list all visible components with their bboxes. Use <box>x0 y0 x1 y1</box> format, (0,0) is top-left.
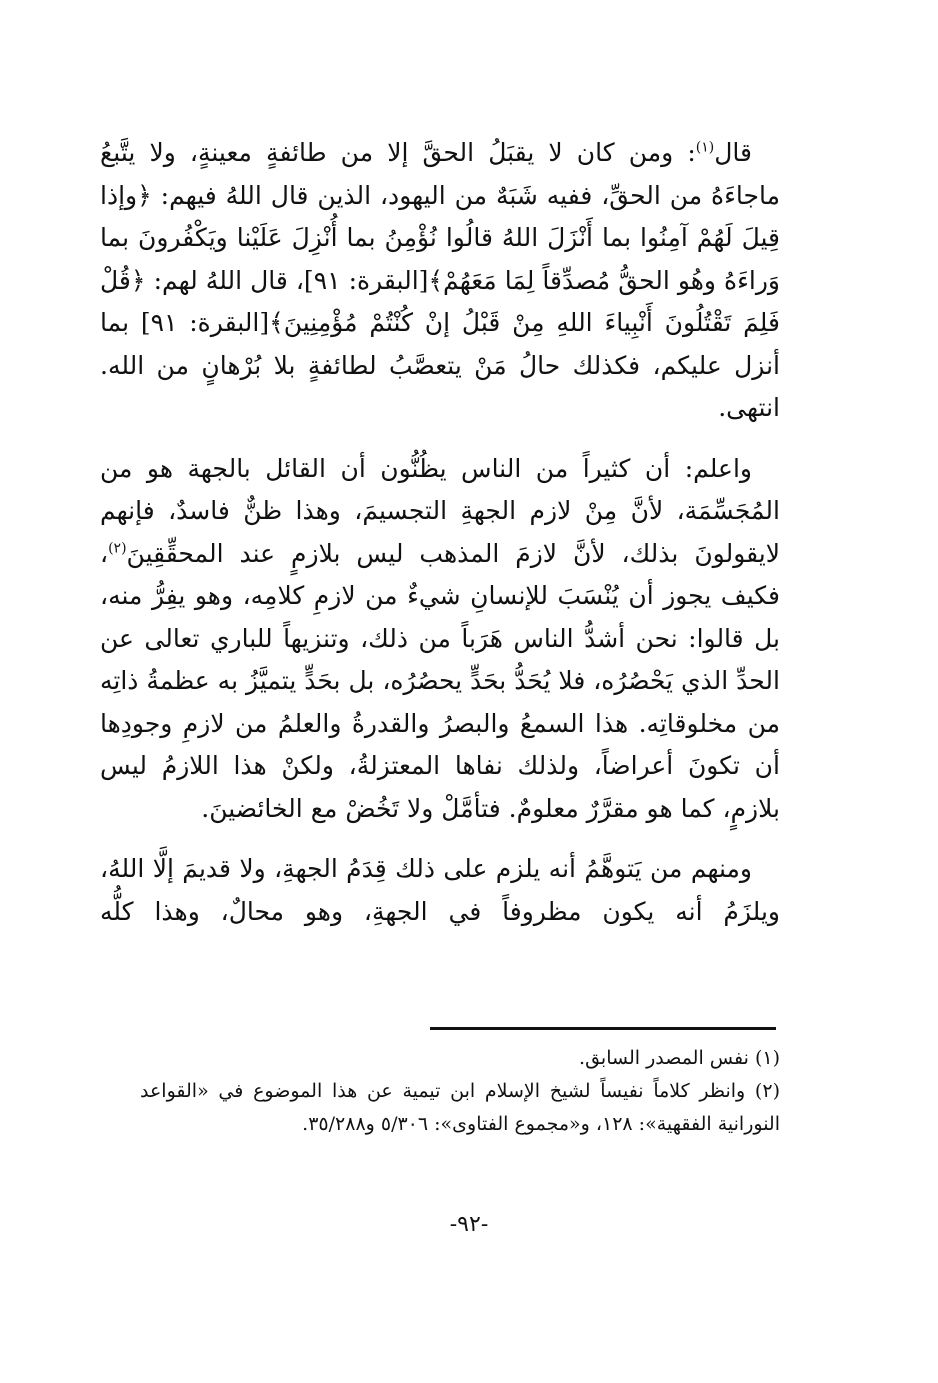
paragraph-2-text: ، فكيف يجوز أن يُنْسَبَ للإنسانِ شيءٌ من لازمِ كلامِه، وهو يفِرُّ منه، بل قالوا: نحن أشدُّ الناس هَرَباً من ذلك، وتنزيهاً للباري تعالى عن الحدِّ الذي يَحْصُرُه، فلا يُحَدُّ بحَدٍّ يحصُرُه، بل بحَدٍّ يتميَّزُ به عظمةُ ذاتِه من مخلوقاتِه. هذا السمعُ والبصرُ والقدرةُ والعلمُ من لازمِ وجودِها أن تكونَ أعراضاً، ولذلك نفاها المعتزلةُ، ولكنْ هذا اللازمُ ليس بلازمٍ، كما هو مقرَّرٌ معلومٌ. فتأمَّلْ ولا تَخُضْ مع الخائضينَ. <box>100 538 780 823</box>
footnote-1: (١) نفس المصدر السابق. <box>579 1047 780 1069</box>
footnote-2: (٢) وانظر كلاماً نفيساً لشيخ الإسلام ابن تيمية عن هذا الموضوع في «القواعد النورانية الفقهية»: ١٢٨، و«مجموع الفتاوى»: ٥/٣٠٦ و٣٥/٢٨٨. <box>140 1080 780 1135</box>
footnotes <box>140 1042 780 1141</box>
paragraph-1-lead: قال <box>714 138 752 167</box>
main-text <box>100 132 780 951</box>
paragraph-3-text: ومنهم من يَتوهَّمُ أنه يلزم على ذلك قِدَمُ الجهةِ، ولا قديمَ إلَّا اللهُ، ويلزَمُ أنه يكون مظروفاً في الجهةِ، وهو محالٌ، وهذا كلُّه <box>100 854 780 926</box>
footnote-ref-1: (١) <box>695 139 715 156</box>
footnote-divider <box>430 1027 776 1030</box>
paragraph-3 <box>100 848 780 933</box>
page-number: -٩٢- <box>449 1212 489 1237</box>
paragraph-2 <box>100 448 780 831</box>
paragraph-1-text: : ومن كان لا يقبَلُ الحقَّ إلا من طائفةٍ معينةٍ، ولا يتَّبعُ ماجاءَهُ من الحقِّ، ففيه شَبَهٌ من اليهود، الذين قال اللهُ فيهم: ﴿وإذا قِيلَ لَهُمْ آمِنُوا بما أَنْزَلَ اللهُ قالُوا نُؤْمِنُ بما أُنْزِلَ عَلَيْنا ويَكْفُرونَ بما وَراءَهُ وهُو الحقُّ مُصدِّقاً لِمَا مَعَهُمْ﴾[البقرة: ٩١]، قال اللهُ لهم: ﴿قُلْ فَلِمَ تَقْتُلُونَ أَنْبِياءَ اللهِ مِنْ قَبْلُ إنْ كُنْتُمْ مُؤْمِنِينَ﴾[البقرة: ٩١] بما أنزل عليكم، فكذلك حالُ مَنْ يتعصَّبُ لطائفةٍ بلا بُرْهانٍ من الله. انتهى. <box>100 138 780 422</box>
footnote-ref-2: (٢) <box>108 540 127 557</box>
paragraph-2-lead: واعلم: أن كثيراً من الناس يظُنُّون أن القائل بالجهة هو من المُجَسِّمَة، لأنَّ مِنْ لازم الجهةِ التجسيمَ، وهذا ظنٌّ فاسدٌ، فإنهم لايقولونَ بذلك، لأنَّ لازمَ المذهب ليس بلازمٍ عند المحقِّقِينَ <box>100 453 780 568</box>
paragraph-1 <box>100 132 780 430</box>
